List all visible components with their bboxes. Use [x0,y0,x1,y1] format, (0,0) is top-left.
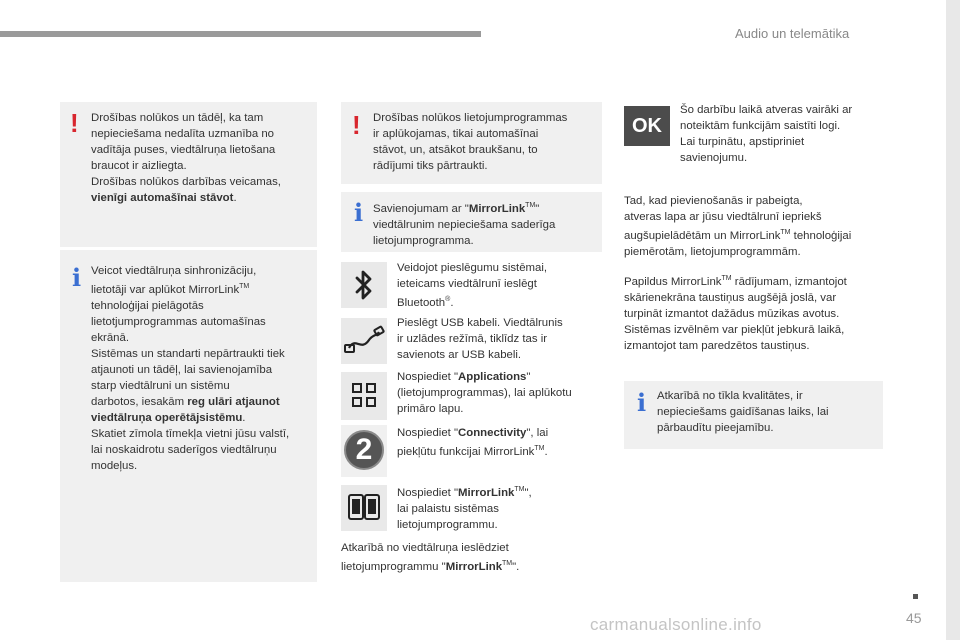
info-icon: i [637,388,647,417]
section-title: Audio un telemātika [735,26,850,41]
step-number: 2 [344,430,384,470]
right-info-text: Atkarībā no tīkla kvalitātes, ir nepieciešams gaidīšanas laiks, lai pārbaudītu pieejamību. [657,390,829,434]
usb-step-text: Pieslēgt USB kabeli. Viedtālrunis ir uzlādes režīmā, tiklīdz tas ir savienots ar USB kabeli. [397,317,563,361]
left-info-text: Veicot viedtālruņa sinhronizāciju, lietotāji var aplūkot MirrorLink™ tehnoloģijai pielāgotās lietotjumprogrammas automašīnas ekrānā. Sistēmas un standarti nepārtraukti tiek atjaunoti un tādēļ, lai savienojamība starp viedtālruni un sistēmu darbotos, iesakām reg ulāri atjaunot viedtālruņa operētājsistēmu. Skatiet zīmola tīmekļa vietni jūsu valstī, lai noskaidrotu saderīgos viedtālruņu modeļus. [91,265,290,472]
right-paragraph-2: Papildus MirrorLink™ rādījumam, izmantojot skārienekrāna taustiņus augšējā joslā, var turpināt izmantot dažādus mūzikas avotus. Sistēmas izvēlnēm var piekļūt jebkurā laikā, izmantojot tam paredzētos taustiņus. [624,275,847,352]
middle-footer-text: Atkarībā no viedtālruņa ieslēdziet lietojumprogrammu "MirrorLink™". [341,542,520,573]
applications-step-text: Nospiediet "Applications" (lietojumprogrammas), lai aplūkotu primāro lapu. [397,371,572,415]
bluetooth-step-text: Veidojot pieslēgumu sistēmai, ieteicams viedtālrunī ieslēgt Bluetooth®. [397,262,548,309]
mirrorlink-icon [341,485,387,531]
page-marker [913,594,918,599]
ok-step-text: Šo darbību laikā atveras vairāki ar noteiktām funkcijām saistīti logi. Lai turpinātu, apstipriniet savienojumu. [680,104,853,164]
right-paragraph-1: Tad, kad pievienošanās ir pabeigta, atveras lapa ar jūsu viedtālrunī iepriekš augšupielādētām un MirrorLink™ tehnoloģijai piemērotām, lietojumprogrammām. [624,195,852,258]
warning-icon: ! [70,108,79,138]
apps-grid-icon [341,372,387,420]
step-number-badge [341,425,387,477]
middle-info-text: Savienojumam ar "MirrorLink™" viedtālrunim nepieciešama saderīga lietojumprogramma. [373,202,556,247]
ok-button-icon: OK [624,106,670,146]
info-icon: i [72,263,82,292]
page-edge-strip [946,0,960,640]
warning-icon: ! [352,110,361,140]
bluetooth-icon [341,262,387,308]
watermark: carmanualsonline.info [590,615,762,634]
usb-cable-icon [341,318,387,364]
mirrorlink-step-text: Nospiediet "MirrorLink™", lai palaistu sistēmas lietojumprogrammu. [397,486,532,531]
info-icon: i [354,198,364,227]
middle-warning-text: Drošības nolūkos lietojumprogrammas ir aplūkojamas, tikai automašīnai stāvot, un, atsākot braukšanu, to rādījumi tiks pārtraukti. [373,112,568,172]
connectivity-step-text: Nospiediet "Connectivity", lai piekļūtu funkcijai MirrorLink™. [397,427,549,458]
header-bar [0,31,481,37]
left-warning-text: Drošības nolūkos un tādēļ, ka tam nepieciešama nedalīta uzmanība no vadītāja puses, viedtālruņa lietošana braucot ir aizliegta. Drošības nolūkos darbības veicamas, vienīgi automašīnai stāvot. [91,112,281,204]
left-divider [60,247,317,250]
page-number: 45 [906,610,922,626]
